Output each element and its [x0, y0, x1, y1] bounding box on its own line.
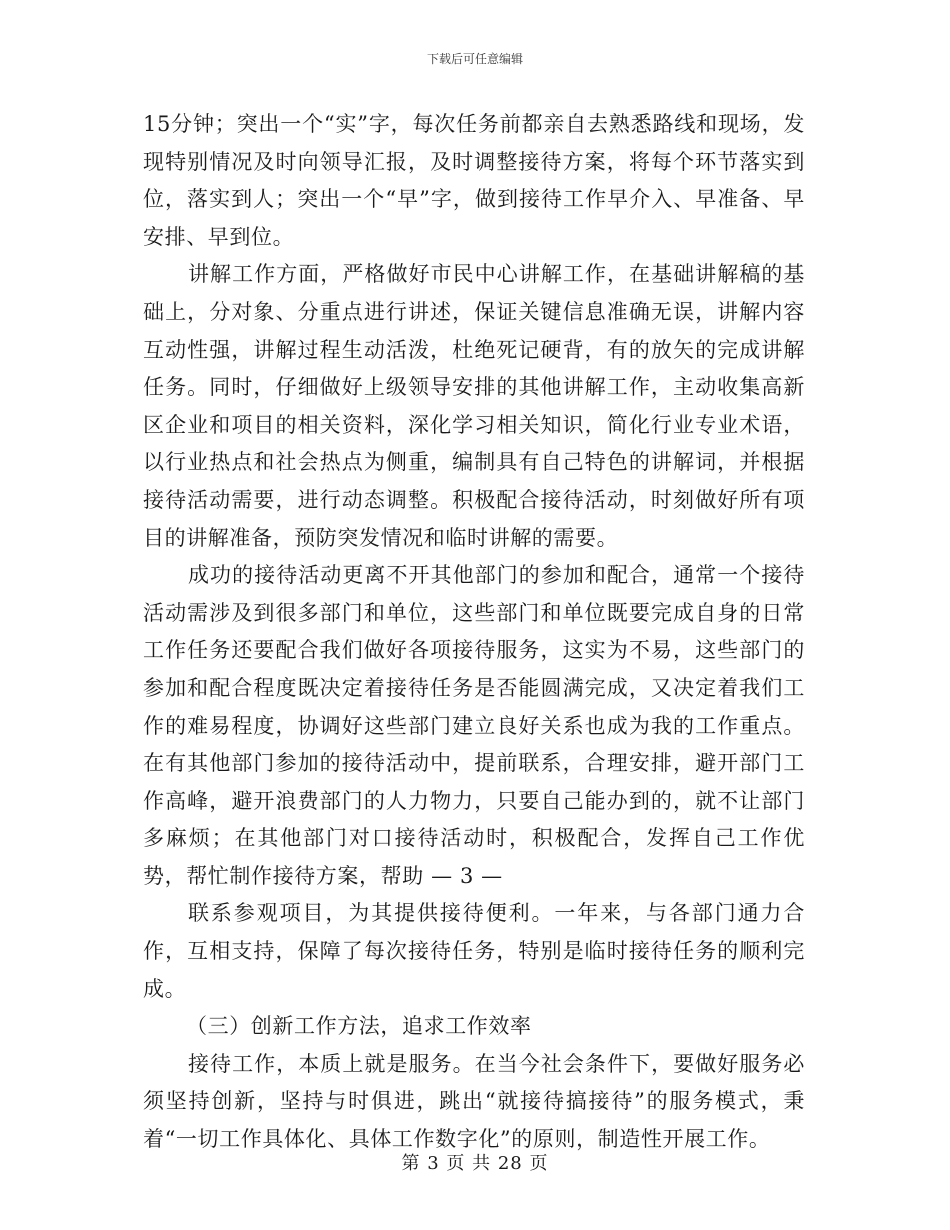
page-footer: 第 3 页 共 28 页	[401, 1153, 549, 1174]
paragraph-1: 15分钟；突出一个“实”字，每次任务前都亲自去熟悉路线和现场，发现特别情况及时向领导汇报，及时调整接待方案，将每个环节落实到位，落实到人；突出一个“早”字，做到接待工作早介入、早准备、早安排、早到位。	[143, 112, 805, 249]
page-header: 下载后可任意编辑	[426, 52, 523, 66]
paragraph-4: 联系参观项目，为其提供接待便利。一年来，与各部门通力合作，互相支持，保障了每次接待任务，特别是临时接待任务的顺利完成。	[143, 901, 805, 1001]
paragraph-3: 成功的接待活动更离不开其他部门的参加和配合，通常一个接待活动需涉及到很多部门和单位，这些部门和单位既要完成自身的日常工作任务还要配合我们做好各项接待服务，这实为不易，这些部门的参加和配合程度既决定着接待任务是否能圆满完成，又决定着我们工作的难易程度，协调好这些部门建立良好关系也成为我的工作重点。在有其他部门参加的接待活动中，提前联系，合理安排，避开部门工作高峰，避开浪费部门的人力物力，只要自己能办到的，就不让部门多麻烦；在其他部门对口接待活动时，积极配合，发挥自己工作优势，帮忙制作接待方案，帮助 — 3 —	[143, 563, 805, 888]
paragraph-2: 讲解工作方面，严格做好市民中心讲解工作，在基础讲解稿的基础上，分对象、分重点进行讲述，保证关键信息准确无误，讲解内容互动性强，讲解过程生动活泼，杜绝死记硬背，有的放矢的完成讲解任务。同时，仔细做好上级领导安排的其他讲解工作，主动收集高新区企业和项目的相关资料，深化学习相关知识，简化行业专业术语，以行业热点和社会热点为侧重，编制具有自己特色的讲解词，并根据接待活动需要，进行动态调整。积极配合接待活动，时刻做好所有项目的讲解准备，预防突发情况和临时讲解的需要。	[143, 262, 805, 550]
paragraph-5: 接待工作，本质上就是服务。在当今社会条件下，要做好服务必须坚持创新，坚持与时俱进，跳出“就接待搞接待”的服务模式，秉着“一切工作具体化、具体工作数字化”的原则，制造性开展工作。	[143, 1051, 805, 1152]
section-heading: （三）创新工作方法，追求工作效率	[186, 1014, 532, 1039]
document-body	[143, 106, 805, 1159]
